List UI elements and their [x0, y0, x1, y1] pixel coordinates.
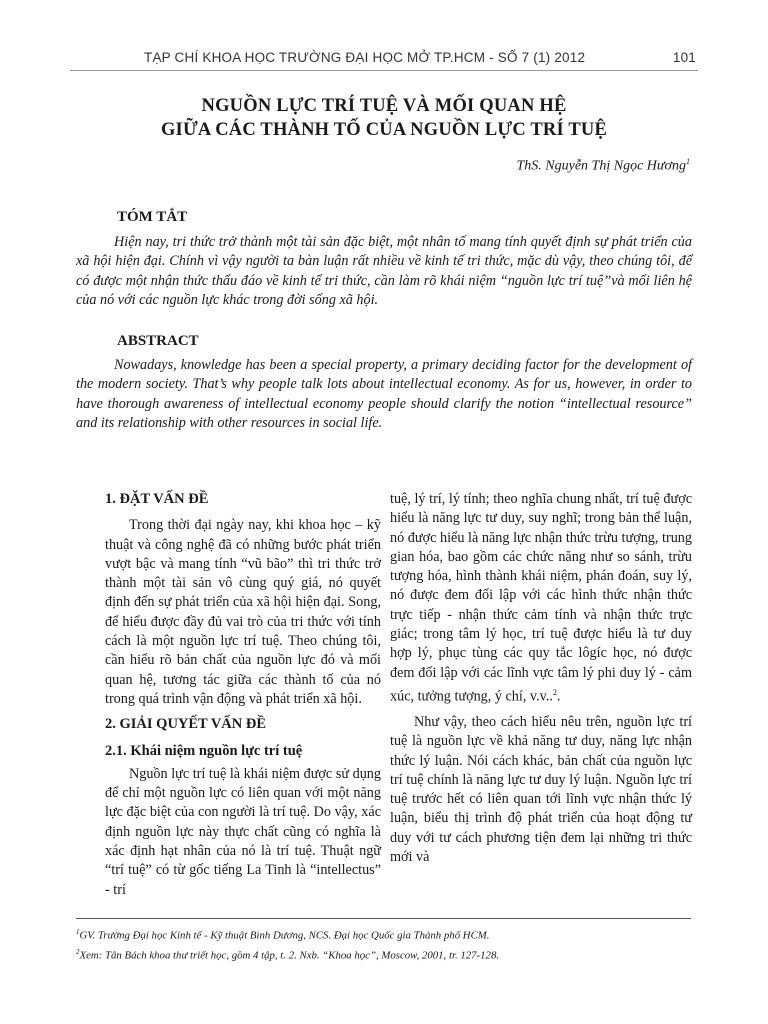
section-1-paragraph: Trong thời đại ngày nay, khi khoa học – kỹ thuật và công nghệ đã có những bước phát triển vượt bậc và mang tính “vũ bão” thì tri thức trở thành một tài sản vô cùng quý giá, nó quyết định đến sự phát triển của xã hội hiện đại. Song, để hiểu được đầy đủ vai trò của tri thức với tính cách là một nguồn lực trí tuệ. Theo chúng tôi, cần hiểu rõ bản chất của nguồn lực đó và mối quan hệ, tương tác giữa các thành tố của nó trong quá trình vận động và phát triển xã hội.: [105, 517, 381, 707]
author-line: [517, 157, 691, 175]
right-paragraph-1-text: tuệ, lý trí, lý tính; theo nghĩa chung nhất, trí tuệ được hiểu là năng lực tư duy, suy nghĩ; trong bản thể luận, nó được hiểu là năng lực nhận thức trừu tượng, trung gian hóa, bao gồm các chức năng như so sánh, trừu tượng hóa, hình thành khái niệm, phán đoán, suy lý, nó được đem đối lập với các hình thức nhận thức trực tiếp - nhận thức cảm tính và nhận thức trực giác; trong tâm lý học, trí tuệ được hiểu là tư duy hợp lý, phục tùng các quy tắc lôgíc học, nó được đem đối lập với các lĩnh vực tâm lý phi duy lý - cảm xúc, tưởng tượng, ý chí, v.v..: [390, 491, 692, 705]
page-number: 101: [672, 50, 696, 65]
abstract-text: Nowadays, knowledge has been a special property, a primary deciding factor for the development of the modern society. That’s why people talk lots about intellectual economy. As for us, however, in order to have thorough awareness of intellectual economy people should clarify the notion “intellectual resource” and its relationship with other resources in social life.: [76, 357, 692, 432]
section-2-1-paragraph: Nguồn lực trí tuệ là khái niệm được sử dụng để chỉ một nguồn lực có liên quan với một năng lực đặc biệt của con người là trí tuệ. Do vậy, xác định nguồn lực này thực chất cũng có nghĩa là xác định hạt nhân của nó là trí tuệ. Thuật ngữ “trí tuệ” có từ gốc tiếng La Tinh là “intellectus” - trí: [105, 765, 381, 898]
footnote-1-text: GV. Trường Đại học Kinh tế - Kỹ thuật Bình Dương, NCS. Đại học Quốc gia Thành phố HCM.: [79, 929, 490, 942]
section-2-1-heading: 2.1. Khái niệm nguồn lực trí tuệ: [105, 742, 303, 759]
article-title-line-2: GIỮA CÁC THÀNH TỐ CỦA NGUỒN LỰC TRÍ TUỆ: [160, 120, 608, 140]
article-title-line-1: NGUỒN LỰC TRÍ TUỆ VÀ MỐI QUAN HỆ: [201, 96, 567, 116]
right-paragraph-1-end: .: [556, 688, 561, 705]
author-name: ThS. Nguyễn Thị Ngọc Hương: [516, 158, 686, 174]
footnote-divider: [76, 918, 691, 919]
footnote-2-label: 2: [76, 947, 80, 956]
right-column: [390, 490, 692, 873]
summary-vi-text: Hiện nay, tri thức trở thành một tài sản đặc biệt, một nhân tố mang tính quyết định sự phát triển của xã hội hiện đại. Chính vì vậy người ta bàn luận rất nhiều về kinh tế tri thức, mặc dù vậy, theo chúng tôi, để có được một nhận thức thấu đáo về kinh tế tri thức, cần làm rõ khái niệm “nguồn lực trí tuệ”và mối liên hệ của nó với các nguồn lực khác trong đời sống xã hội.: [76, 234, 692, 309]
right-paragraph-1: [390, 490, 692, 707]
footnote-2-text: Xem: Tân Bách khoa thư triết học, gồm 4 tập, t. 2. Nxb. “Khoa học”, Moscow, 2001, tr. 127-128.: [79, 949, 500, 962]
running-header: [70, 44, 698, 71]
footnote-1-mark: 1: [76, 928, 80, 936]
footnote-2: [76, 944, 698, 964]
right-paragraph-2: Như vậy, theo cách hiểu nêu trên, nguồn lực trí tuệ là nguồn lực về khả năng tư duy, năng lực nhận thức lý luận. Nói cách khác, bản chất của nguồn lực trí tuệ chính là năng lực tư duy lý luận. Nguồn lực trí tuệ trước hết có liên quan tới lĩnh vực nhận thức lý luận, biểu thị trình độ phát triển của hoạt động tư duy với tư cách phương tiện đem lại những tri thức mới và: [390, 714, 692, 866]
left-column: [105, 490, 381, 906]
section-2-heading: 2. GIẢI QUYẾT VẤN ĐỀ: [105, 716, 267, 733]
journal-name: TẠP CHÍ KHOA HỌC TRƯỜNG ĐẠI HỌC MỞ TP.HCM - SỐ 7 (1) 2012: [144, 50, 586, 65]
footnote-1: [76, 924, 698, 944]
section-1-heading: 1. ĐẶT VẤN ĐỀ: [105, 491, 209, 507]
author-note-mark: 1: [686, 157, 690, 166]
summary-vi-heading: TÓM TẮT: [117, 209, 188, 225]
footnotes: [76, 924, 698, 963]
footnote-2-mark: 2: [552, 687, 557, 697]
abstract-heading: ABSTRACT: [117, 333, 199, 349]
article-title: [70, 94, 698, 142]
